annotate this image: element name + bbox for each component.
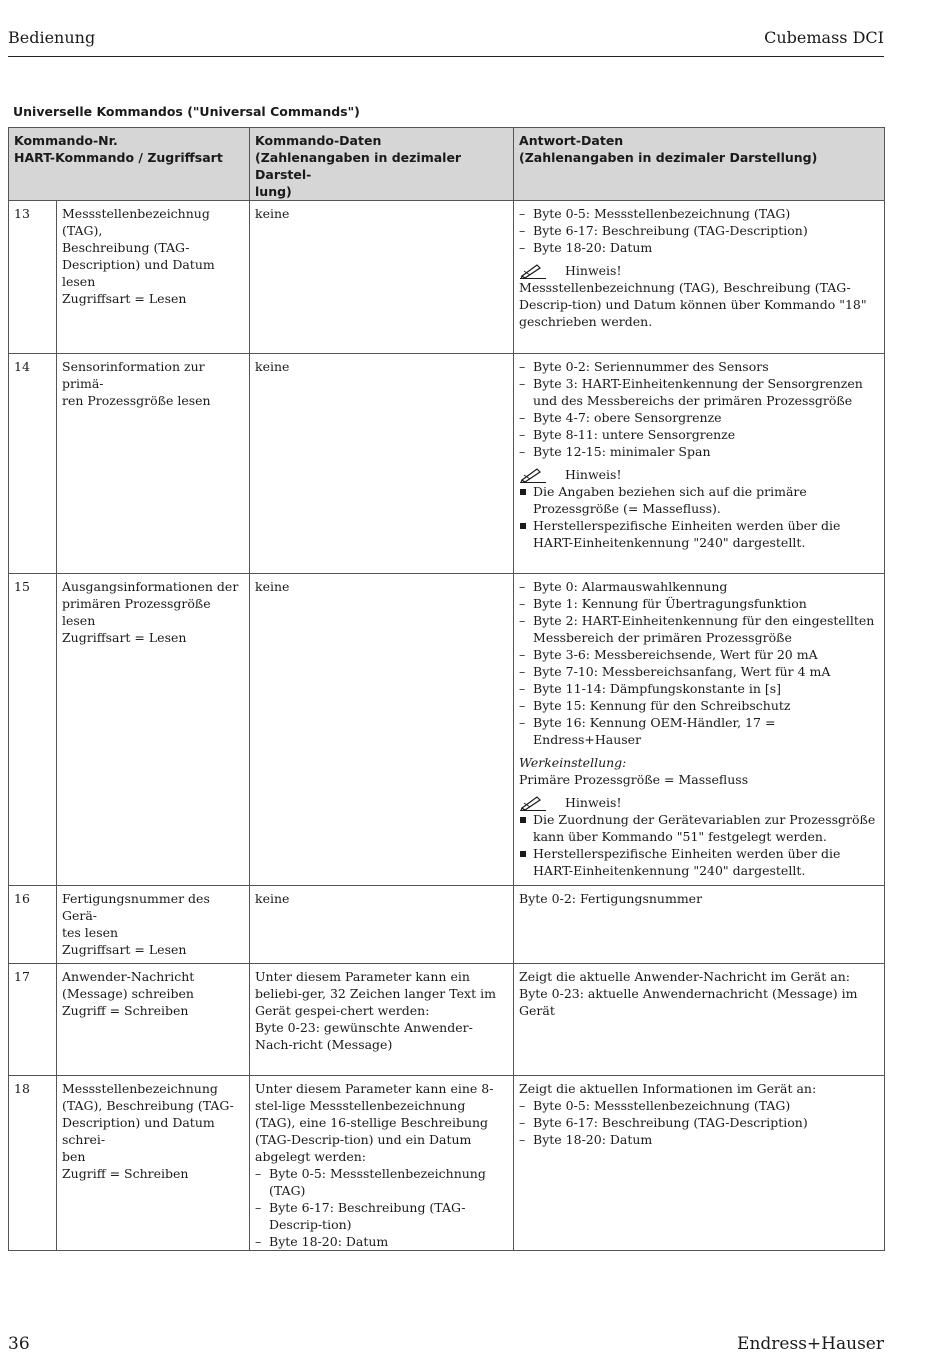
desc-line: tes lesen <box>62 925 119 940</box>
list-item: – Byte 18-20: Datum <box>255 1233 508 1250</box>
list-item: – Byte 12-15: minimaler Span <box>519 443 879 460</box>
list-item: – Byte 0-5: Messstellenbezeichnung (TAG) <box>255 1165 508 1199</box>
desc-line: Ausgangsinformationen der <box>62 579 239 594</box>
command-data <box>250 1076 514 1251</box>
header-command-number <box>9 128 250 201</box>
table-row <box>9 354 885 574</box>
command-list <box>255 1165 508 1250</box>
list-item: Herstellerspezifische Einheiten werden über die HART-Einheitenkennung "240" dargestellt. <box>519 517 879 551</box>
table-row <box>9 1076 885 1251</box>
list-item: – Byte 7-10: Messbereichsanfang, Wert für 4 mA <box>519 663 879 680</box>
command-number: 13 <box>9 201 57 354</box>
table-row <box>9 886 885 964</box>
desc-line: ren Prozessgröße lesen <box>62 393 211 408</box>
desc-line: ben <box>62 1149 86 1164</box>
pencil-note-icon <box>519 466 547 483</box>
desc-line: Fertigungsnummer des Gerä- <box>62 891 210 923</box>
command-text: Unter diesem Parameter kann eine 8-stel-lige Messstellenbezeichnung (TAG), eine 16-stellige Beschreibung (TAG-Descrip-tion) und ein Datum abgelegt werden: <box>255 1081 494 1164</box>
response-data <box>514 1076 885 1251</box>
list-item: – Byte 6-17: Beschreibung (TAG-Description) <box>519 1114 879 1131</box>
response-data <box>514 354 885 574</box>
command-data: keine <box>250 886 514 964</box>
list-item: – Byte 0-2: Seriennummer des Sensors <box>519 358 879 375</box>
desc-line: Zugriffsart = Lesen <box>62 942 187 957</box>
command-data: keine <box>250 574 514 886</box>
table-row <box>9 574 885 886</box>
note-header <box>519 262 879 279</box>
list-item: – Byte 8-11: untere Sensorgrenze <box>519 426 879 443</box>
table-row <box>9 964 885 1076</box>
response-data <box>514 964 885 1076</box>
command-number: 16 <box>9 886 57 964</box>
note-text: Messstellenbezeichnung (TAG), Beschreibung (TAG-Descrip-tion) und Datum können über Kommando "18" geschrieben werden. <box>519 280 867 329</box>
list-item: – Byte 18-20: Datum <box>519 239 879 256</box>
note-label: Hinweis! <box>565 263 622 278</box>
header-response-data <box>514 128 885 201</box>
pencil-note-icon <box>519 262 547 279</box>
desc-line: Sensorinformation zur primä- <box>62 359 205 391</box>
table-header-row <box>9 128 885 201</box>
note-block <box>519 794 879 879</box>
header-rule <box>8 56 884 57</box>
command-description <box>57 886 250 964</box>
header-text: lung) <box>255 184 292 199</box>
list-item: Die Zuordnung der Gerätevariablen zur Prozessgröße kann über Kommando "51" festgelegt werden. <box>519 811 879 845</box>
list-item: – Byte 11-14: Dämpfungskonstante in [s] <box>519 680 879 697</box>
command-number: 17 <box>9 964 57 1076</box>
desc-line: primären Prozessgröße lesen <box>62 596 211 628</box>
response-data <box>514 574 885 886</box>
factory-setting-value: Primäre Prozessgröße = Massefluss <box>519 772 749 787</box>
command-description <box>57 1076 250 1251</box>
list-item: – Byte 2: HART-Einheitenkennung für den eingestellten Messbereich der primären Prozessgröße <box>519 612 879 646</box>
response-list <box>519 205 879 256</box>
command-text: Unter diesem Parameter kann ein beliebi-ger, 32 Zeichen langer Text im Gerät gespei-chert werden: <box>255 969 496 1018</box>
command-description <box>57 964 250 1076</box>
list-item: Herstellerspezifische Einheiten werden über die HART-Einheitenkennung "240" dargestellt. <box>519 845 879 879</box>
note-label: Hinweis! <box>565 795 622 810</box>
command-description <box>57 354 250 574</box>
header-text: Kommando-Daten <box>255 133 382 148</box>
list-item: – Byte 6-17: Beschreibung (TAG-Descrip-tion) <box>255 1199 508 1233</box>
response-list <box>519 358 879 460</box>
list-item: – Byte 3: HART-Einheitenkennung der Sensorgrenzen und des Messbereichs der primären Prozessgröße <box>519 375 879 409</box>
desc-line: Zugriff = Schreiben <box>62 1003 189 1018</box>
list-item: – Byte 0: Alarmauswahlkennung <box>519 578 879 595</box>
note-list <box>519 483 879 551</box>
header-text: (Zahlenangaben in dezimaler Darstel- <box>255 150 462 182</box>
footer-brand: Endress+Hauser <box>737 1334 884 1354</box>
desc-line: Messstellenbezeichnug (TAG), <box>62 206 210 238</box>
response-text: Zeigt die aktuelle Anwender-Nachricht im Gerät an: <box>519 969 850 984</box>
desc-line: (Message) schreiben <box>62 986 194 1001</box>
desc-line: Zugriffsart = Lesen <box>62 630 187 645</box>
header-text: HART-Kommando / Zugriffsart <box>14 150 223 165</box>
note-label: Hinweis! <box>565 467 622 482</box>
response-list <box>519 1097 879 1148</box>
command-number: 15 <box>9 574 57 886</box>
list-item: – Byte 0-5: Messstellenbezeichnung (TAG) <box>519 205 879 222</box>
pencil-note-icon <box>519 794 547 811</box>
desc-line: Anwender-Nachricht <box>62 969 195 984</box>
list-item: – Byte 16: Kennung OEM-Händler, 17 = Endress+Hauser <box>519 714 879 748</box>
note-header <box>519 466 879 483</box>
note-block <box>519 262 879 330</box>
header-section-title: Bedienung <box>8 28 96 47</box>
list-item: – Byte 0-5: Messstellenbezeichnung (TAG) <box>519 1097 879 1114</box>
note-list <box>519 811 879 879</box>
header-text: Kommando-Nr. <box>14 133 118 148</box>
header-command-data <box>250 128 514 201</box>
response-text: Zeigt die aktuellen Informationen im Gerät an: <box>519 1081 817 1096</box>
header-text: (Zahlenangaben in dezimaler Darstellung) <box>519 150 818 165</box>
list-item: – Byte 6-17: Beschreibung (TAG-Description) <box>519 222 879 239</box>
universal-commands-table <box>8 127 885 1251</box>
command-data: keine <box>250 201 514 354</box>
response-text: Byte 0-23: aktuelle Anwendernachricht (Message) im Gerät <box>519 986 858 1018</box>
desc-line: Description) und Datum lesen <box>62 257 215 289</box>
header-text: Antwort-Daten <box>519 133 624 148</box>
desc-line: Description) und Datum schrei- <box>62 1115 215 1147</box>
list-item: – Byte 4-7: obere Sensorgrenze <box>519 409 879 426</box>
list-item: – Byte 3-6: Messbereichsende, Wert für 20 mA <box>519 646 879 663</box>
desc-line: (TAG), Beschreibung (TAG- <box>62 1098 234 1113</box>
command-data <box>250 964 514 1076</box>
command-number: 18 <box>9 1076 57 1251</box>
note-block <box>519 466 879 551</box>
list-item: – Byte 18-20: Datum <box>519 1131 879 1148</box>
desc-line: Messstellenbezeichnung <box>62 1081 218 1096</box>
list-item: Die Angaben beziehen sich auf die primäre Prozessgröße (= Massefluss). <box>519 483 879 517</box>
list-item: – Byte 1: Kennung für Übertragungsfunktion <box>519 595 879 612</box>
command-data: keine <box>250 354 514 574</box>
table-row <box>9 201 885 354</box>
command-description <box>57 574 250 886</box>
list-item: – Byte 15: Kennung für den Schreibschutz <box>519 697 879 714</box>
response-data: Byte 0-2: Fertigungsnummer <box>514 886 885 964</box>
table-caption: Universelle Kommandos ("Universal Commands") <box>13 104 360 119</box>
factory-setting-label: Werkeinstellung: <box>519 755 627 770</box>
note-header <box>519 794 879 811</box>
command-text: Byte 0-23: gewünschte Anwender-Nach-richt (Message) <box>255 1020 473 1052</box>
header-product-name: Cubemass DCI <box>764 28 884 47</box>
desc-line: Beschreibung (TAG- <box>62 240 190 255</box>
command-number: 14 <box>9 354 57 574</box>
response-data <box>514 201 885 354</box>
page-number: 36 <box>8 1334 30 1354</box>
desc-line: Zugriff = Schreiben <box>62 1166 189 1181</box>
response-list <box>519 578 879 748</box>
command-description <box>57 201 250 354</box>
desc-line: Zugriffsart = Lesen <box>62 291 187 306</box>
